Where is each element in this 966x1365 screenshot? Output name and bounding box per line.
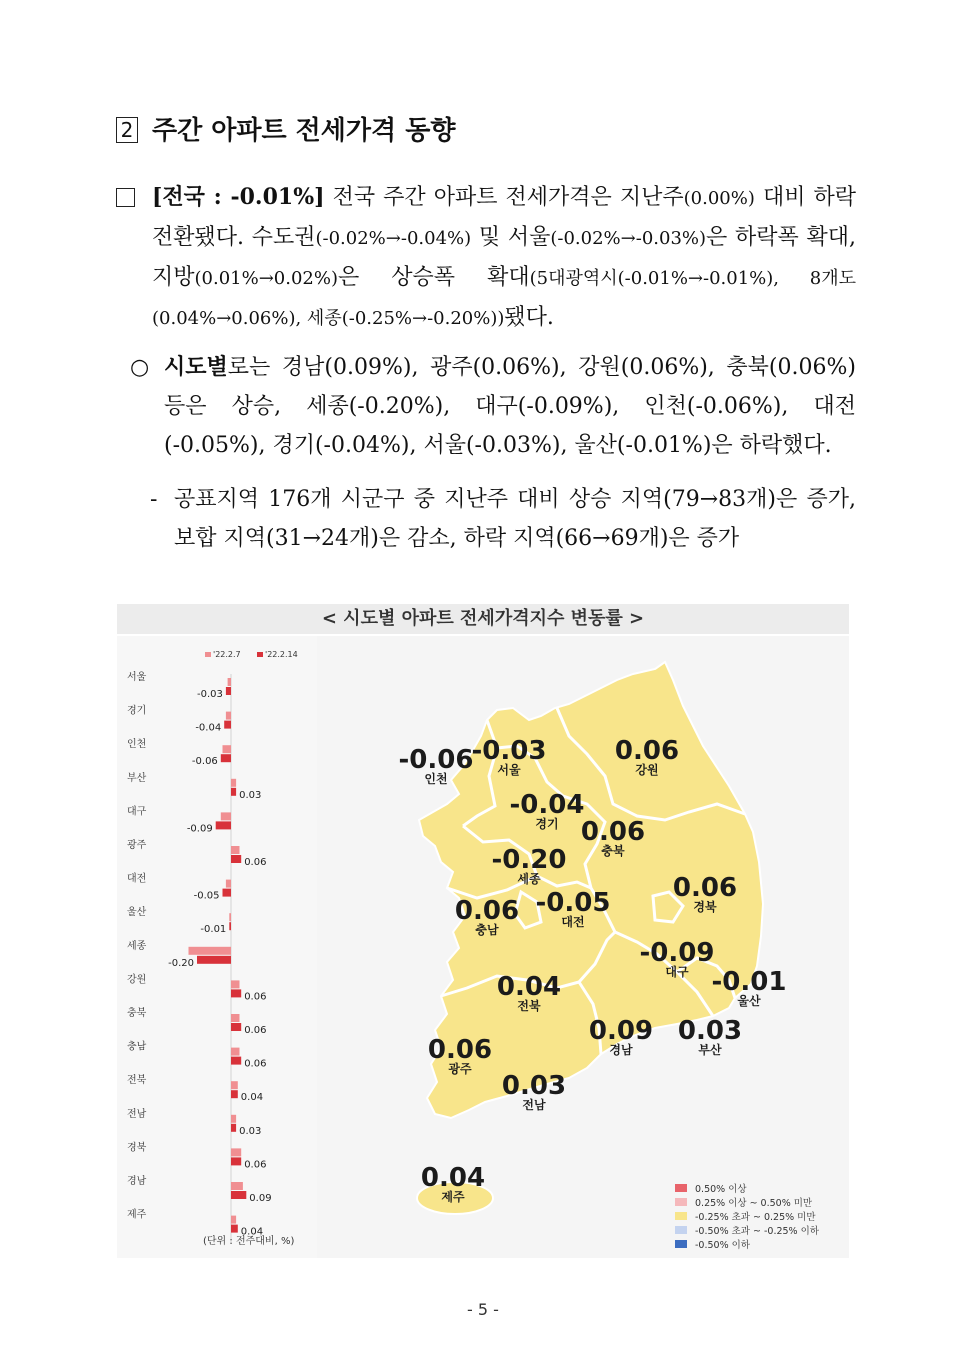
- value-label: 0.06: [244, 1058, 267, 1070]
- category-label: 부산: [127, 772, 147, 784]
- value-label: 0.06: [244, 1159, 267, 1171]
- map-region-name: 대구: [665, 965, 689, 979]
- map-legend-swatch: [675, 1212, 687, 1220]
- value-label: 0.03: [239, 1125, 262, 1137]
- category-label: 전북: [127, 1075, 147, 1087]
- bar: [231, 779, 236, 787]
- map-legend-swatch: [675, 1240, 687, 1248]
- bar: [231, 1157, 241, 1165]
- region-paragraph: [130, 348, 856, 465]
- map-legend-label: -0.25% 초과 ~ 0.25% 미만: [695, 1212, 816, 1223]
- map-region-name: 충북: [601, 844, 625, 858]
- bar: [231, 989, 241, 997]
- para1-text-k: 됐다.: [504, 305, 554, 330]
- map-value: -0.09: [639, 938, 715, 968]
- map-region-name: 서울: [497, 763, 521, 777]
- map-value: 0.06: [614, 736, 680, 766]
- bar: [231, 1191, 246, 1199]
- map-legend-label: 0.25% 이상 ~ 0.50% 미만: [695, 1198, 813, 1209]
- dash-bullet: -: [150, 487, 158, 512]
- map-region-name: 경남: [609, 1043, 633, 1057]
- legend-swatch: [257, 652, 263, 657]
- para1-text-b: (0.00%): [683, 188, 755, 209]
- para1-text-c: 대비 하락 전환됐다. 수도권: [152, 185, 857, 250]
- figure: [117, 636, 849, 1258]
- category-label: 세종: [127, 940, 147, 952]
- bar: [231, 788, 236, 796]
- category-label: 경북: [127, 1142, 147, 1154]
- category-label: 충북: [127, 1008, 147, 1019]
- legend-swatch: [205, 652, 211, 657]
- map-value: -0.04: [509, 790, 585, 820]
- summary-paragraph: [116, 178, 856, 338]
- value-label: 0.06: [244, 857, 267, 868]
- map-region-name: 제주: [441, 1190, 465, 1204]
- map-value: -0.03: [471, 736, 547, 766]
- map-value: 0.06: [580, 817, 646, 847]
- bar: [224, 721, 231, 729]
- map-legend: [675, 1183, 820, 1251]
- map-legend-swatch: [675, 1226, 687, 1234]
- district-paragraph: [150, 480, 856, 558]
- circle-bullet-icon: ○: [130, 355, 150, 380]
- bar: [231, 1225, 238, 1233]
- legend-label: '22.2.14: [265, 650, 298, 659]
- para1-text-j: (5대광역시(-0.01%→-0.01%), 8개도(0.04%→0.06%), 세종(-0.25%→-0.20%)): [152, 268, 857, 329]
- map-value: -0.05: [535, 888, 611, 918]
- value-label: -0.01: [200, 924, 227, 936]
- para1-text-h: (0.01%→0.02%): [194, 268, 339, 289]
- bar: [197, 956, 231, 964]
- map-legend-swatch: [675, 1198, 687, 1206]
- category-label: 제주: [127, 1209, 147, 1221]
- map-region-name: 부산: [698, 1043, 722, 1057]
- map-value: 0.06: [427, 1035, 493, 1065]
- bar: [231, 1057, 241, 1065]
- bar: [223, 745, 232, 753]
- unit-note: (단위 : 전주대비, %): [203, 1236, 295, 1247]
- bar: [231, 1023, 241, 1031]
- map-value: -0.06: [398, 745, 474, 775]
- map-region-name: 울산: [737, 994, 761, 1008]
- bar: [231, 1081, 238, 1089]
- bar: [231, 1115, 236, 1123]
- map-region-name: 전남: [522, 1098, 546, 1112]
- nationwide-head: [전국 : -0.01%]: [152, 184, 325, 210]
- category-label: 서울: [127, 672, 147, 683]
- bar: [226, 687, 231, 695]
- figure-svg: [117, 636, 849, 1258]
- value-label: -0.20: [168, 957, 194, 969]
- category-label: 광주: [127, 840, 147, 851]
- bar: [189, 947, 232, 955]
- para1-text-i: 은 상승폭 확대: [338, 265, 530, 290]
- map-value: 0.04: [420, 1163, 486, 1193]
- map-region-name: 경기: [535, 817, 559, 831]
- map-value: 0.04: [496, 972, 562, 1002]
- para1-text-d: (-0.02%→-0.04%): [315, 228, 472, 249]
- map-value: 0.06: [454, 896, 520, 926]
- section-title: 주간 아파트 전세가격 동향: [152, 116, 456, 146]
- value-label: 0.09: [249, 1193, 272, 1204]
- map-legend-label: 0.50% 이상: [695, 1184, 747, 1195]
- map-value: 0.06: [672, 873, 738, 903]
- map-value: 0.09: [588, 1016, 654, 1046]
- bar: [231, 980, 240, 988]
- para1-text-a: 전국 주간 아파트 전세가격은 지난주: [324, 185, 684, 210]
- map-value: 0.03: [501, 1071, 567, 1101]
- map-legend-label: -0.50% 초과 ~ -0.25% 이하: [695, 1226, 819, 1237]
- bar: [216, 821, 231, 829]
- bar: [231, 1148, 241, 1156]
- category-label: 경남: [127, 1176, 147, 1187]
- category-label: 강원: [127, 974, 147, 986]
- bar: [231, 855, 241, 863]
- map-value: -0.20: [491, 845, 567, 875]
- bar: [221, 812, 231, 820]
- category-label: 대구: [127, 806, 147, 818]
- value-label: -0.05: [193, 890, 220, 902]
- category-label: 충남: [127, 1041, 147, 1053]
- region-head: 시도별: [164, 354, 228, 380]
- para1-text-f: (-0.02%→-0.03%): [550, 228, 707, 249]
- figure-title: < 시도별 아파트 전세가격지수 변동률 >: [117, 604, 849, 634]
- map-region-name: 인천: [424, 772, 448, 786]
- value-label: -0.03: [197, 689, 223, 700]
- bar: [228, 678, 231, 686]
- value-label: -0.06: [191, 756, 218, 768]
- map-region-name: 광주: [448, 1062, 472, 1076]
- bar: [221, 754, 231, 762]
- value-label: 0.04: [240, 1092, 264, 1104]
- bar: [231, 1124, 236, 1132]
- value-label: 0.06: [244, 991, 267, 1003]
- bar: [231, 1216, 236, 1224]
- page-number: - 5 -: [467, 1300, 499, 1319]
- square-bullet-icon: [116, 188, 135, 207]
- map-region-name: 강원: [635, 763, 659, 777]
- bar: [226, 880, 231, 888]
- bar: [226, 712, 231, 720]
- korea-map: [399, 662, 820, 1251]
- para1-text-g: 은 하락폭 확대, 지방: [152, 225, 856, 290]
- map-legend-label: -0.50% 이하: [695, 1240, 750, 1251]
- section-heading: [116, 110, 455, 147]
- value-label: -0.09: [186, 823, 213, 835]
- bar: [229, 913, 231, 921]
- map-legend-swatch: [675, 1184, 687, 1192]
- map-value: 0.03: [677, 1016, 743, 1046]
- map-region-name: 전북: [517, 999, 541, 1013]
- value-label: 0.06: [244, 1025, 267, 1036]
- category-label: 대전: [127, 873, 147, 885]
- category-label: 경기: [127, 705, 147, 717]
- category-label: 전남: [127, 1108, 147, 1120]
- para1-text-e: 및 서울: [471, 225, 551, 250]
- category-label: 울산: [127, 907, 147, 919]
- map-region-name: 충남: [475, 923, 499, 937]
- bar: [231, 1048, 240, 1056]
- district-text: 공표지역 176개 시군구 중 지난주 대비 상승 지역(79→83개)은 증가, 보합 지역(31→24개)은 감소, 하락 지역(66→69개)은 증가: [174, 487, 856, 551]
- category-label: 인천: [127, 739, 147, 751]
- map-region-name: 경북: [693, 900, 717, 914]
- map-region-name: 세종: [517, 872, 541, 886]
- bar: [231, 1182, 243, 1190]
- value-label: 0.04: [240, 1226, 264, 1238]
- region-text: 로는 경남(0.09%), 광주(0.06%), 강원(0.06%), 충북(0.06%) 등은 상승, 세종(-0.20%), 대구(-0.09%), 인천(-0.06%), 대전(-0.05%), 경기(-0.04%), 서울(-0.03%), 울산(-0.01%)은 하락했다.: [164, 355, 856, 458]
- value-label: 0.03: [239, 789, 262, 801]
- bar: [231, 1014, 240, 1022]
- legend-label: '22.2.7: [213, 650, 241, 659]
- map-region-name: 대전: [561, 915, 585, 929]
- bar: [229, 922, 231, 930]
- bar: [231, 1090, 238, 1098]
- bar: [223, 889, 232, 897]
- bar: [231, 846, 240, 854]
- map-value: -0.01: [711, 967, 787, 997]
- value-label: -0.04: [195, 722, 222, 734]
- section-number: 2: [116, 117, 138, 143]
